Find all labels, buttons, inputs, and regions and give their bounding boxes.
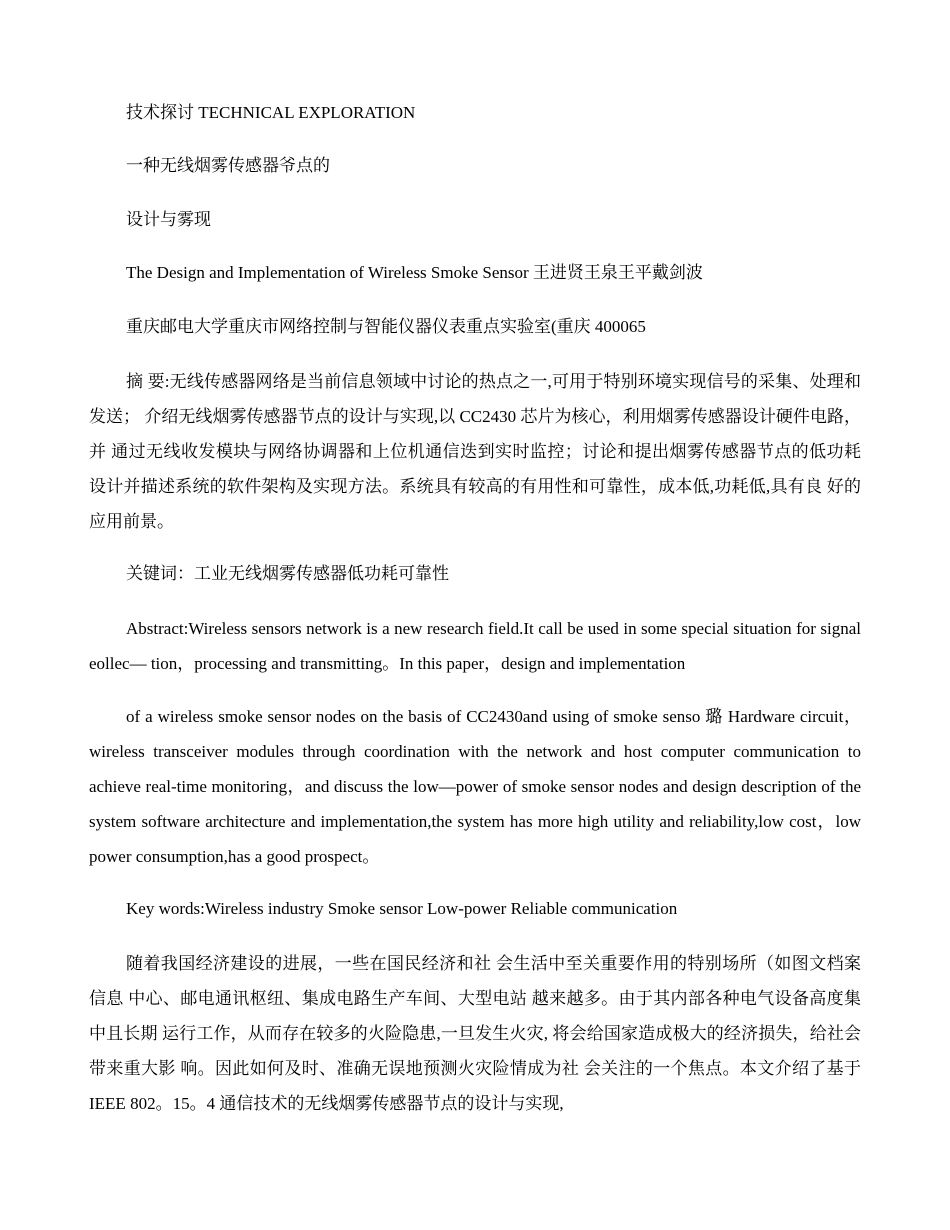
keywords-english: Key words:Wireless industry Smoke sensor Low-power Reliable communication (126, 899, 678, 918)
section-label: 技术探讨 TECHNICAL EXPLORATION (126, 103, 416, 122)
title-line-2: 设计与雾现 (126, 210, 211, 229)
affiliation: 重庆邮电大学重庆市网络控制与智能仪器仪表重点实验室(重庆 400065 (126, 317, 646, 336)
abstract-chinese: 摘 要:无线传感器网络是当前信息领域中讨论的热点之一,可用于特别环境实现信号的采集、处理和发送； 介绍无线烟雾传感器节点的设计与实现,以 CC2430 芯片为核心，利用烟雾传感器设计硬件电路，并 通过无线收发模块与网络协调器和上位机通信迭到实时监控；讨论和提出烟雾传感器节点的低功耗 设计并描述系统的软件架构及实现方法。系统具有较高的有用性和可靠性，成本低,功耗低,具有良 好的应用前景。 (89, 372, 861, 531)
abstract-english-part-1: Abstract:Wireless sensors network is a new research field.It call be used in some special situation for signal eollec— tion，processing and transmitting。In this paper，design and implementation (89, 619, 861, 673)
body-intro-paragraph: 随着我国经济建设的进展，一些在国民经济和社 会生活中至关重要作用的特别场所（如图文档案信息 中心、邮电通讯枢纽、集成电路生产车间、大型电站 越来越多。由于其内部各种电气设备高度集中且长期 运行工作，从而存在较多的火险隐患,一旦发生火灾, 将会给国家造成极大的经济损失，给社会带来重大影 响。因此如何及时、准确无误地预测火灾险情成为社 会关注的一个焦点。本文介绍了基于 IEEE 802。15。4 通信技术的无线烟雾传感器节点的设计与实现, (89, 954, 861, 1113)
title-line-1: 一种无线烟雾传感器爷点的 (126, 156, 330, 175)
english-title-authors: The Design and Implementation of Wireless Smoke Sensor 王进贤王泉王平戴剑波 (126, 263, 703, 282)
keywords-chinese: 关键词：工业无线烟雾传感器低功耗可靠性 (126, 564, 449, 583)
abstract-english-part-2: of a wireless smoke sensor nodes on the basis of CC2430and using of smoke senso 璐 Hardware circuit，wireless transceiver modules through coordination with the network and host computer communication to achieve real-time monitoring，and discuss the low—power of smoke sensor nodes and design description of the system software architecture and implementation,the system has more high utility and reliability,low cost，low power consumption,has a good prospect。 (89, 707, 861, 866)
